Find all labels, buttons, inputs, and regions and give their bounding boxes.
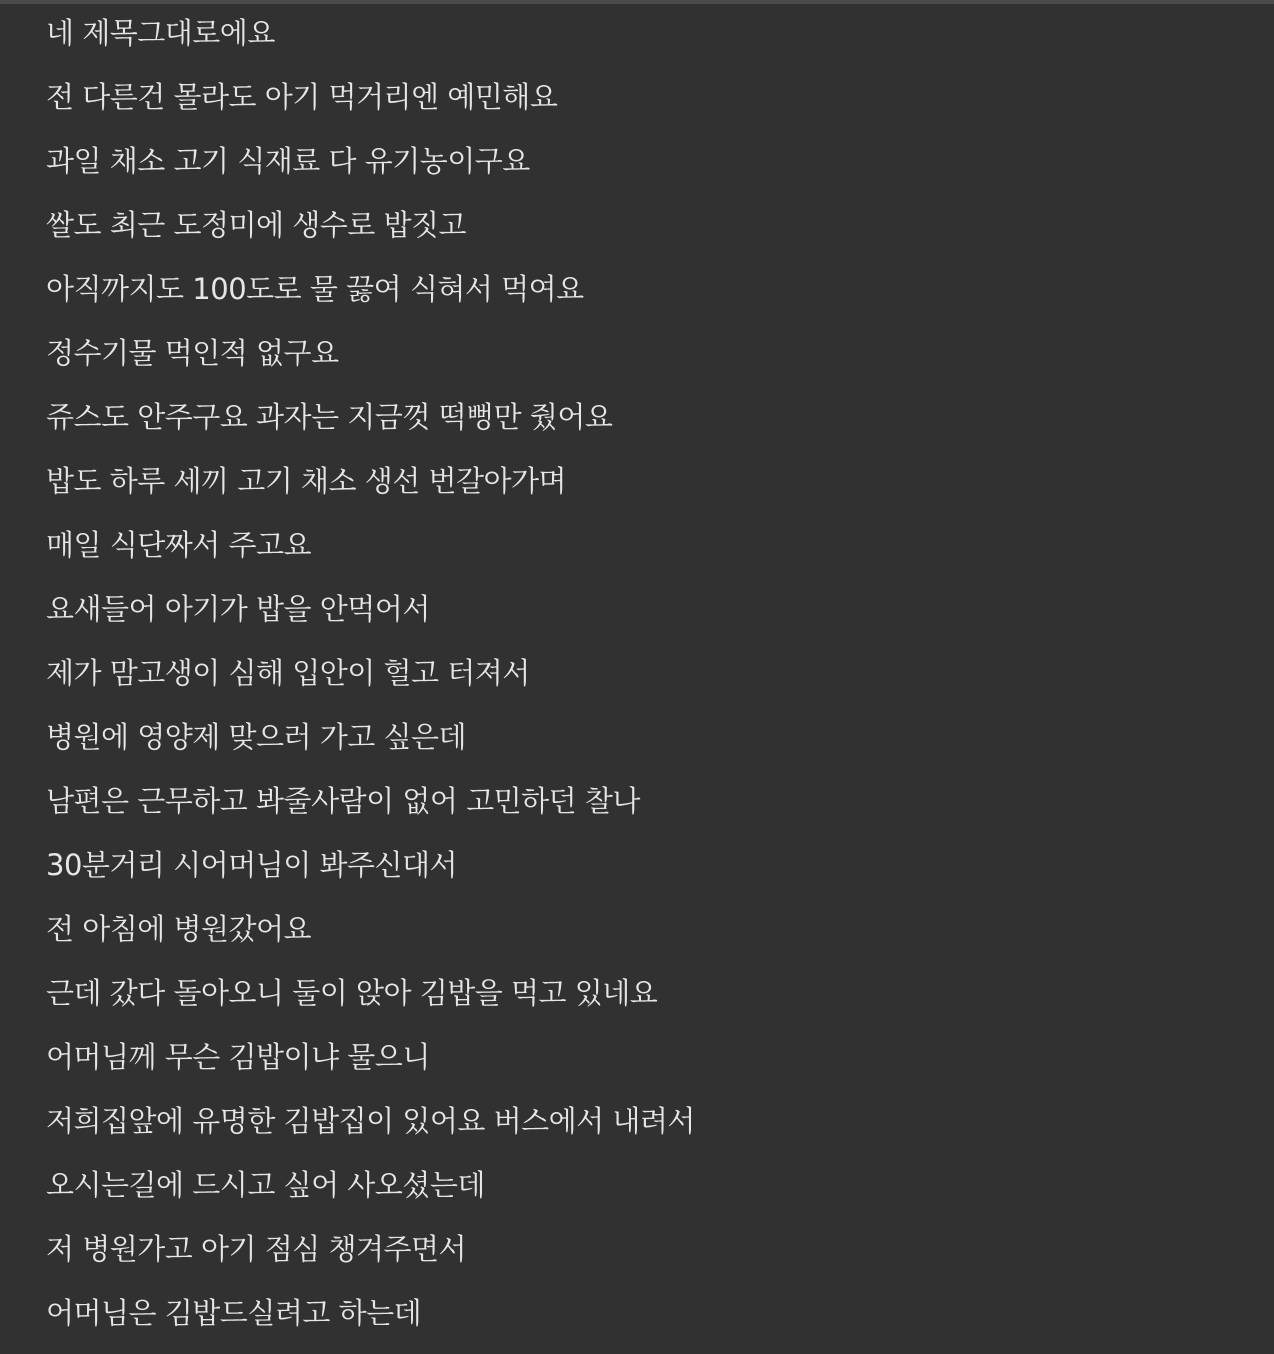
post-line: 어머님은 김밥드실려고 하는데 [46,1296,422,1330]
post-line: 요새들어 아기가 밥을 안먹어서 [46,592,430,626]
post-line: 네 제목그대로에요 [46,16,275,50]
post-line: 전 다른건 몰라도 아기 먹거리엔 예민해요 [46,80,558,114]
post-line: 오시는길에 드시고 싶어 사오셨는데 [46,1168,485,1202]
post-line: 쌀도 최근 도정미에 생수로 밥짓고 [46,208,467,242]
post-line: 병원에 영양제 맞으러 가고 싶은데 [46,720,467,754]
post-line: 어머님께 무슨 김밥이냐 물으니 [46,1040,430,1074]
post-line: 쥬스도 안주구요 과자는 지금껏 떡뻥만 줬어요 [46,400,613,434]
post-line: 남편은 근무하고 봐줄사람이 없어 고민하던 찰나 [46,784,640,818]
post-line: 전 아침에 병원갔어요 [46,912,312,946]
post-line: 제가 맘고생이 심해 입안이 헐고 터져서 [46,656,530,690]
post-line: 과일 채소 고기 식재료 다 유기농이구요 [46,144,530,178]
top-divider [0,0,1274,4]
post-line: 밥도 하루 세끼 고기 채소 생선 번갈아가며 [46,464,567,498]
post-line: 아직까지도 100도로 물 끓여 식혀서 먹여요 [46,272,584,306]
post-line: 정수기물 먹인적 없구요 [46,336,339,370]
post-line: 30분거리 시어머님이 봐주신대서 [46,848,458,882]
post-line: 저희집앞에 유명한 김밥집이 있어요 버스에서 내려서 [46,1104,695,1138]
post-line: 매일 식단짜서 주고요 [46,528,312,562]
post-line: 근데 갔다 돌아오니 둘이 앉아 김밥을 먹고 있네요 [46,976,658,1010]
post-line: 저 병원가고 아기 점심 챙겨주면서 [46,1232,467,1266]
